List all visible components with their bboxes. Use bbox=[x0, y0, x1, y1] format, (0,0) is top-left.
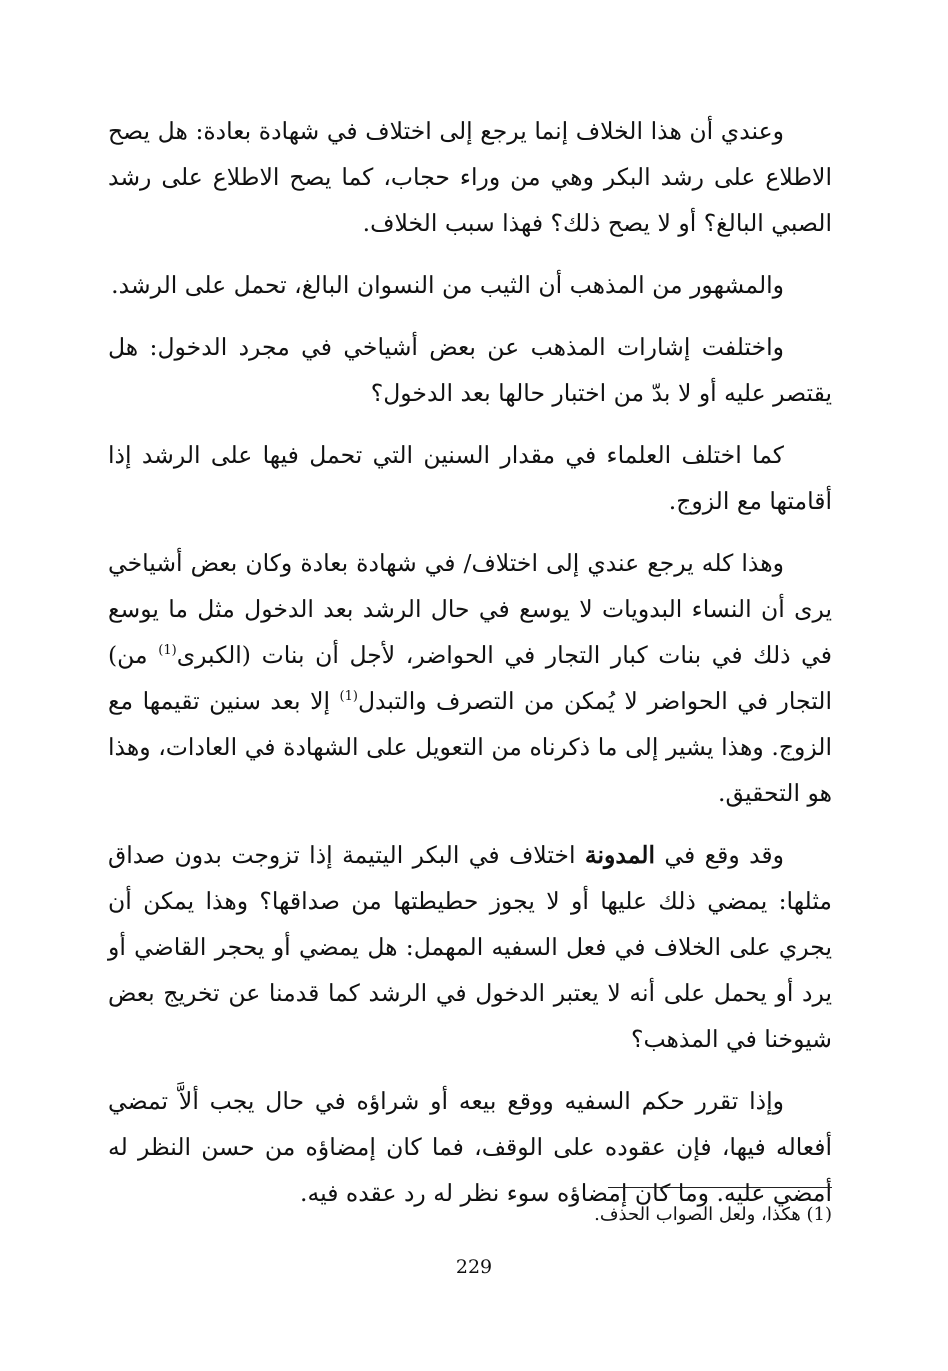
footnote-divider bbox=[608, 1187, 832, 1188]
paragraph-1: وعندي أن هذا الخلاف إنما يرجع إلى اختلاف في شهادة بعادة: هل يصح الاطلاع على رشد البكر وهي من وراء حجاب، كما يصح الاطلاع على رشد الصبي البالغ؟ أو لا يصح ذلك؟ فهذا سبب الخلاف. bbox=[108, 117, 832, 237]
footnote-text: هكذا، ولعل الصواب الحذف. bbox=[594, 1204, 801, 1225]
paragraph-2: والمشهور من المذهب أن الثيب من النسوان البالغ، تحمل على الرشد. bbox=[111, 271, 784, 299]
paragraph-5-part-1: وهذا كله يرجع عندي إلى اختلاف/ في شهادة بعادة وكان بعض أشياخي يرى أن النساء البدويات لا يوسع في حال الرشد بعد الدخول مثل ما يوسع في ذلك في بنات كبار التجار في الحواضر، لأجل أن بنات (الكبرى bbox=[108, 549, 832, 669]
footnote bbox=[108, 1200, 832, 1230]
paragraph-6-part-1: وقد وقع في bbox=[654, 841, 784, 869]
paragraph-7: وإذا تقرر حكم السفيه ووقع بيعه أو شراؤه في حال يجب ألاَّ تمضي أفعاله فيها، فإن عقوده على الوقف، فما كان إمضاؤه من حسن النظر له أمضي عليه. وما كان إمضاؤه سوء نظر له رد عقده فيه. bbox=[108, 1087, 832, 1207]
paragraph-6-part-2: اختلاف في البكر اليتيمة إذا تزوجت بدون صداق مثلها: يمضي ذلك عليها أو لا يجوز حطيطتها من صداقها؟ وهذا يمكن أن يجري على الخلاف في فعل السفيه المهمل: هل يمضي أو يحجر القاضي أو يرد أو يحمل على أنه لا يعتبر الدخول في الرشد كما قدمنا عن تخريج بعض شيوخنا في المذهب؟ bbox=[108, 841, 832, 1053]
page-number: 229 bbox=[455, 1256, 493, 1278]
paragraph-6 bbox=[108, 832, 832, 1062]
footnote-marker: (1) bbox=[806, 1204, 832, 1225]
paragraph-3: واختلفت إشارات المذهب عن بعض أشياخي في مجرد الدخول: هل يقتصر عليه أو لا بدّ من اختبار حالها بعد الدخول؟ bbox=[108, 333, 832, 407]
paragraph-4: كما اختلف العلماء في مقدار السنين التي تحمل فيها على الرشد إذا أقامتها مع الزوج. bbox=[108, 441, 832, 515]
footnote-ref-2: (1) bbox=[339, 689, 358, 705]
book-title-mudawwana: المدونة bbox=[584, 841, 655, 869]
footnote-ref-1: (1) bbox=[158, 643, 177, 659]
paragraph-5-part-2: من) التجار في الحواضر لا يُمكن من التصرف والتبدل bbox=[108, 641, 832, 715]
page-body bbox=[108, 108, 832, 1232]
paragraph-5 bbox=[108, 540, 832, 816]
paragraph-5-part-3: إلا بعد سنين تقيمها مع الزوج. وهذا يشير إلى ما ذكرناه من التعويل على الشهادة في العادات، وهذا هو التحقيق. bbox=[108, 687, 832, 807]
